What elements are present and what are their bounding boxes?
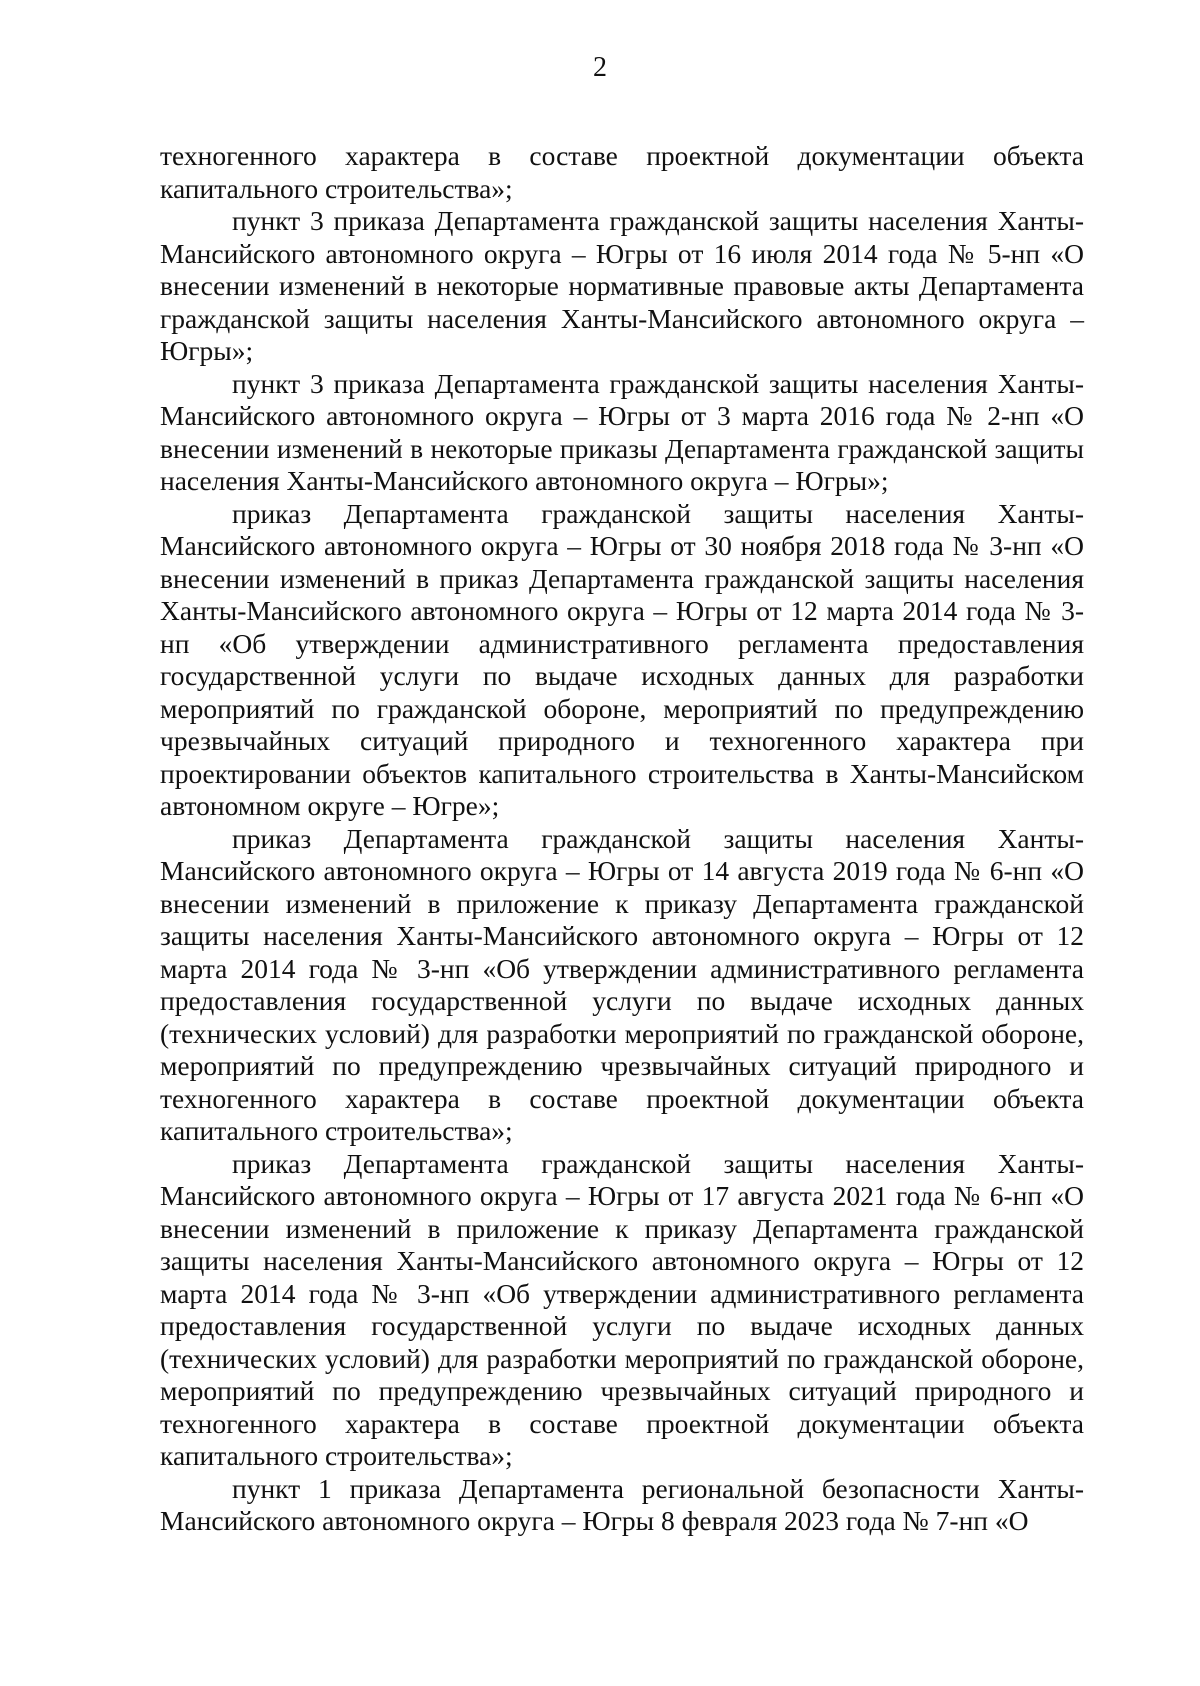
paragraph-item: приказ Департамента гражданской защиты населения Ханты-Мансийского автономного округа – Югры от 17 августа 2021 года № 6-нп «О внесении изменений в приложение к приказу Департамента гражданской защиты населения Ханты-Мансийского автономного округа – Югры от 12 марта 2014 года № 3-нп «Об утверждении административного регламента предоставления государственной услуги по выдаче исходных данных (технических условий) для разработки мероприятий по гражданской обороне, мероприятий по предупреждению чрезвычайных ситуаций природного и техногенного характера в составе проектной документации объекта капитального строительства»; — [160, 1147, 1084, 1471]
paragraph-item: пункт 1 приказа Департамента региональной безопасности Ханты-Мансийского автономного округа – Югры 8 февраля 2023 года № 7-нп «О — [160, 1472, 1084, 1536]
document-body — [160, 140, 1084, 1538]
paragraph-item: пункт 3 приказа Департамента гражданской защиты населения Ханты-Мансийского автономного округа – Югры от 3 марта 2016 года № 2-нп «О внесении изменений в некоторые приказы Департамента гражданской защиты населения Ханты-Мансийского автономного округа – Югры»; — [160, 367, 1084, 496]
paragraph-item: пункт 3 приказа Департамента гражданской защиты населения Ханты-Мансийского автономного округа – Югры от 16 июля 2014 года № 5-нп «О внесении изменений в некоторые нормативные правовые акты Департамента гражданской защиты населения Ханты-Мансийского автономного округа – Югры»; — [160, 205, 1084, 366]
paragraph-item: приказ Департамента гражданской защиты населения Ханты-Мансийского автономного округа – Югры от 14 августа 2019 года № 6-нп «О внесении изменений в приложение к приказу Департамента гражданской защиты населения Ханты-Мансийского автономного округа – Югры от 12 марта 2014 года № 3-нп «Об утверждении административного регламента предоставления государственной услуги по выдаче исходных данных (технических условий) для разработки мероприятий по гражданской обороне, мероприятий по предупреждению чрезвычайных ситуаций природного и техногенного характера в составе проектной документации объекта капитального строительства»; — [160, 822, 1084, 1146]
paragraph-item: приказ Департамента гражданской защиты населения Ханты-Мансийского автономного округа – Югры от 30 ноября 2018 года № 3-нп «О внесении изменений в приказ Департамента гражданской защиты населения Ханты-Мансийского автономного округа – Югры от 12 марта 2014 года № 3-нп «Об утверждении административного регламента предоставления государственной услуги по выдаче исходных данных для разработки мероприятий по гражданской обороне, мероприятий по предупреждению чрезвычайных ситуаций природного и техногенного характера при проектировании объектов капитального строительства в Ханты-Мансийском автономном округе – Югре»; — [160, 497, 1084, 821]
paragraph-continuation: техногенного характера в составе проектной документации объекта капитального строительства»; — [160, 140, 1084, 204]
page-number: 2 — [593, 52, 607, 83]
